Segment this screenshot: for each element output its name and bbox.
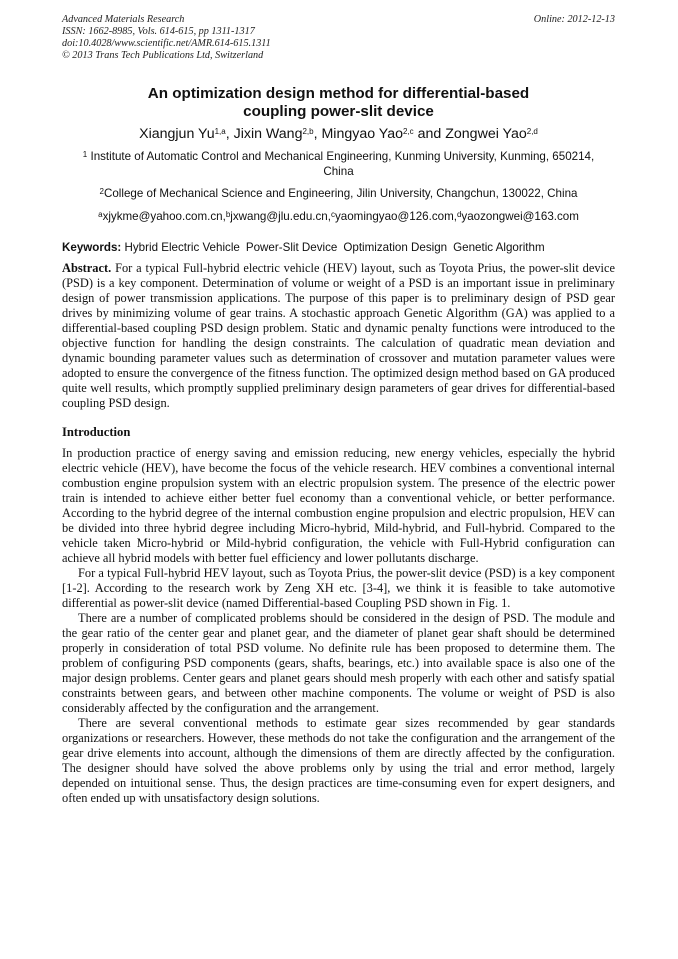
author: Mingyao Yao$^{2,c}$ and (321, 126, 446, 142)
journal-name: Advanced Materials Research (62, 14, 185, 25)
keyword: Optimization Design (343, 241, 448, 254)
paragraph: There are a number of complicated problems should be considered in the design of PSD. The module and the gear ratio of the center gear and planet gear, and the diameter of planet gear shaft should be determined properly in consideration of total PSD volume. No definite rule has been proposed to determine them. The problem of configuring PSD components (gears, shafts, bearings, etc.) into available space is also one of the major design problems. Center gears and planet gears should mesh properly with each other and satisfy spatial constraints between gears, and between other machine components. The volume or weight of PSD is also considerably affected by the configuration and the arrangement. (62, 611, 615, 715)
keyword: Genetic Algorithm (453, 241, 545, 254)
author: Jixin Wang$^{2,b}$, (233, 126, 322, 142)
author: Xiangjun Yu$^{1,a}$, (139, 126, 234, 142)
keywords-label: Keywords: (62, 241, 122, 254)
paragraph: There are several conventional methods to estimate gear sizes recommended by gear standards organizations or researchers. However, these methods do not take the configuration and the arrangement of the gear drive elements into account, although the dimensions of them are directly affected by the configuration. The designer should have solved the above problems only by using the trial and error method, largely depended on intuitional sense. Thus, the design practices are time-consuming even for expert designers, and often ended up with unsatisfactory design solutions. (62, 716, 615, 805)
keywords-line (62, 241, 615, 255)
author: Zongwei Yao$^{2,d}$ (445, 126, 538, 142)
email-address[interactable]: $^b$jxwang@jlu.edu.cn, (225, 209, 331, 223)
email-address[interactable]: $^a$xjykme@yahoo.com.cn, (98, 209, 226, 223)
abstract (62, 261, 615, 411)
abstract-label: Abstract. (62, 261, 112, 275)
email-address[interactable]: $^c$yaomingyao@126.com, (330, 209, 457, 223)
issn-line: ISSN: 1662-8985, Vols. 614-615, pp 1311-1317 (62, 26, 255, 37)
introduction-body (62, 446, 615, 806)
author-list (62, 124, 615, 144)
online-date: Online: 2012-12-13 (533, 14, 615, 25)
email-address[interactable]: $^d$yaozongwei@163.com (456, 209, 579, 223)
paper-title (62, 85, 615, 121)
author-emails (62, 210, 615, 225)
copyright-line: © 2013 Trans Tech Publications Ltd, Switzerland (62, 50, 264, 61)
affiliation-1: $^1$ Institute of Automatic Control and Mechanical Engineering, Kunming University, Kunming, 650214, China (82, 150, 595, 178)
title-line-2: coupling power-slit device (243, 103, 434, 120)
affiliation-2: $^2$College of Mechanical Science and Engineering, Jilin University, Changchun, 130022, China (99, 187, 578, 200)
keyword: Hybrid Electric Vehicle (124, 241, 240, 254)
journal-header (62, 14, 615, 62)
abstract-text: For a typical Full-hybrid electric vehicle (HEV) layout, such as Toyota Prius, the power-slit device (PSD) is a key component. Determination of volume or weight of a PSD is an important issue in preliminary design of power transmission applications. The purpose of this paper is to preliminary design of PSD gear drives by minimizing volume of gear trains. A stochastic approach Genetic Algorithm (GA) was applied to a differential-based coupling PSD design problem. Static and dynamic penalty functions were introduced to the objective function for handling the design constraints. The calculation of quadratic mean deviation and dynamic bounding parameter values such as determination of crossover and mutation parameter values were adopted to ensure the convergence of the fitness function. The optimized design method based on GA produced quite well results, which promptly supplied preliminary design parameters of gear drives for differential-based coupling PSD design. (62, 261, 615, 410)
doi-line: doi:10.4028/www.scientific.net/AMR.614-615.1311 (62, 38, 271, 49)
title-line-1: An optimization design method for differential-based (147, 85, 530, 102)
keyword: Power-Slit Device (245, 241, 338, 254)
paragraph: In production practice of energy saving and emission reducing, new energy vehicles, especially the hybrid electric vehicle (HEV), have become the focus of the vehicle research. HEV combines a conventional internal combustion engine propulsion system with an electric propulsion system. The presence of the electric power train is intended to achieve either better fuel economy than a conventional vehicle, or better performance. According to the hybrid degree of the internal combustion engine propulsion and electric propulsion, HEV can be divided into three hybrid degree including Micro-hybrid, Mild-hybrid, and Full-hybrid. Compared to the vehicle taken Micro-hybrid or Mild-hybrid configuration, the vehicle with Full-Hybrid configuration can achieve all hybrid models with better fuel efficiency and lower pollutants discharge. (62, 446, 615, 565)
section-heading-introduction: Introduction (62, 425, 131, 439)
paragraph: For a typical Full-hybrid HEV layout, such as Toyota Prius, the power-slit device (PSD) is a key component [1-2]. According to the research work by Zeng XH etc. [3-4], we think it is feasible to take automotive differential as power-slit device (named Differential-based Coupling PSD shown in Fig. 1. (62, 566, 615, 610)
paper-page (62, 14, 615, 806)
